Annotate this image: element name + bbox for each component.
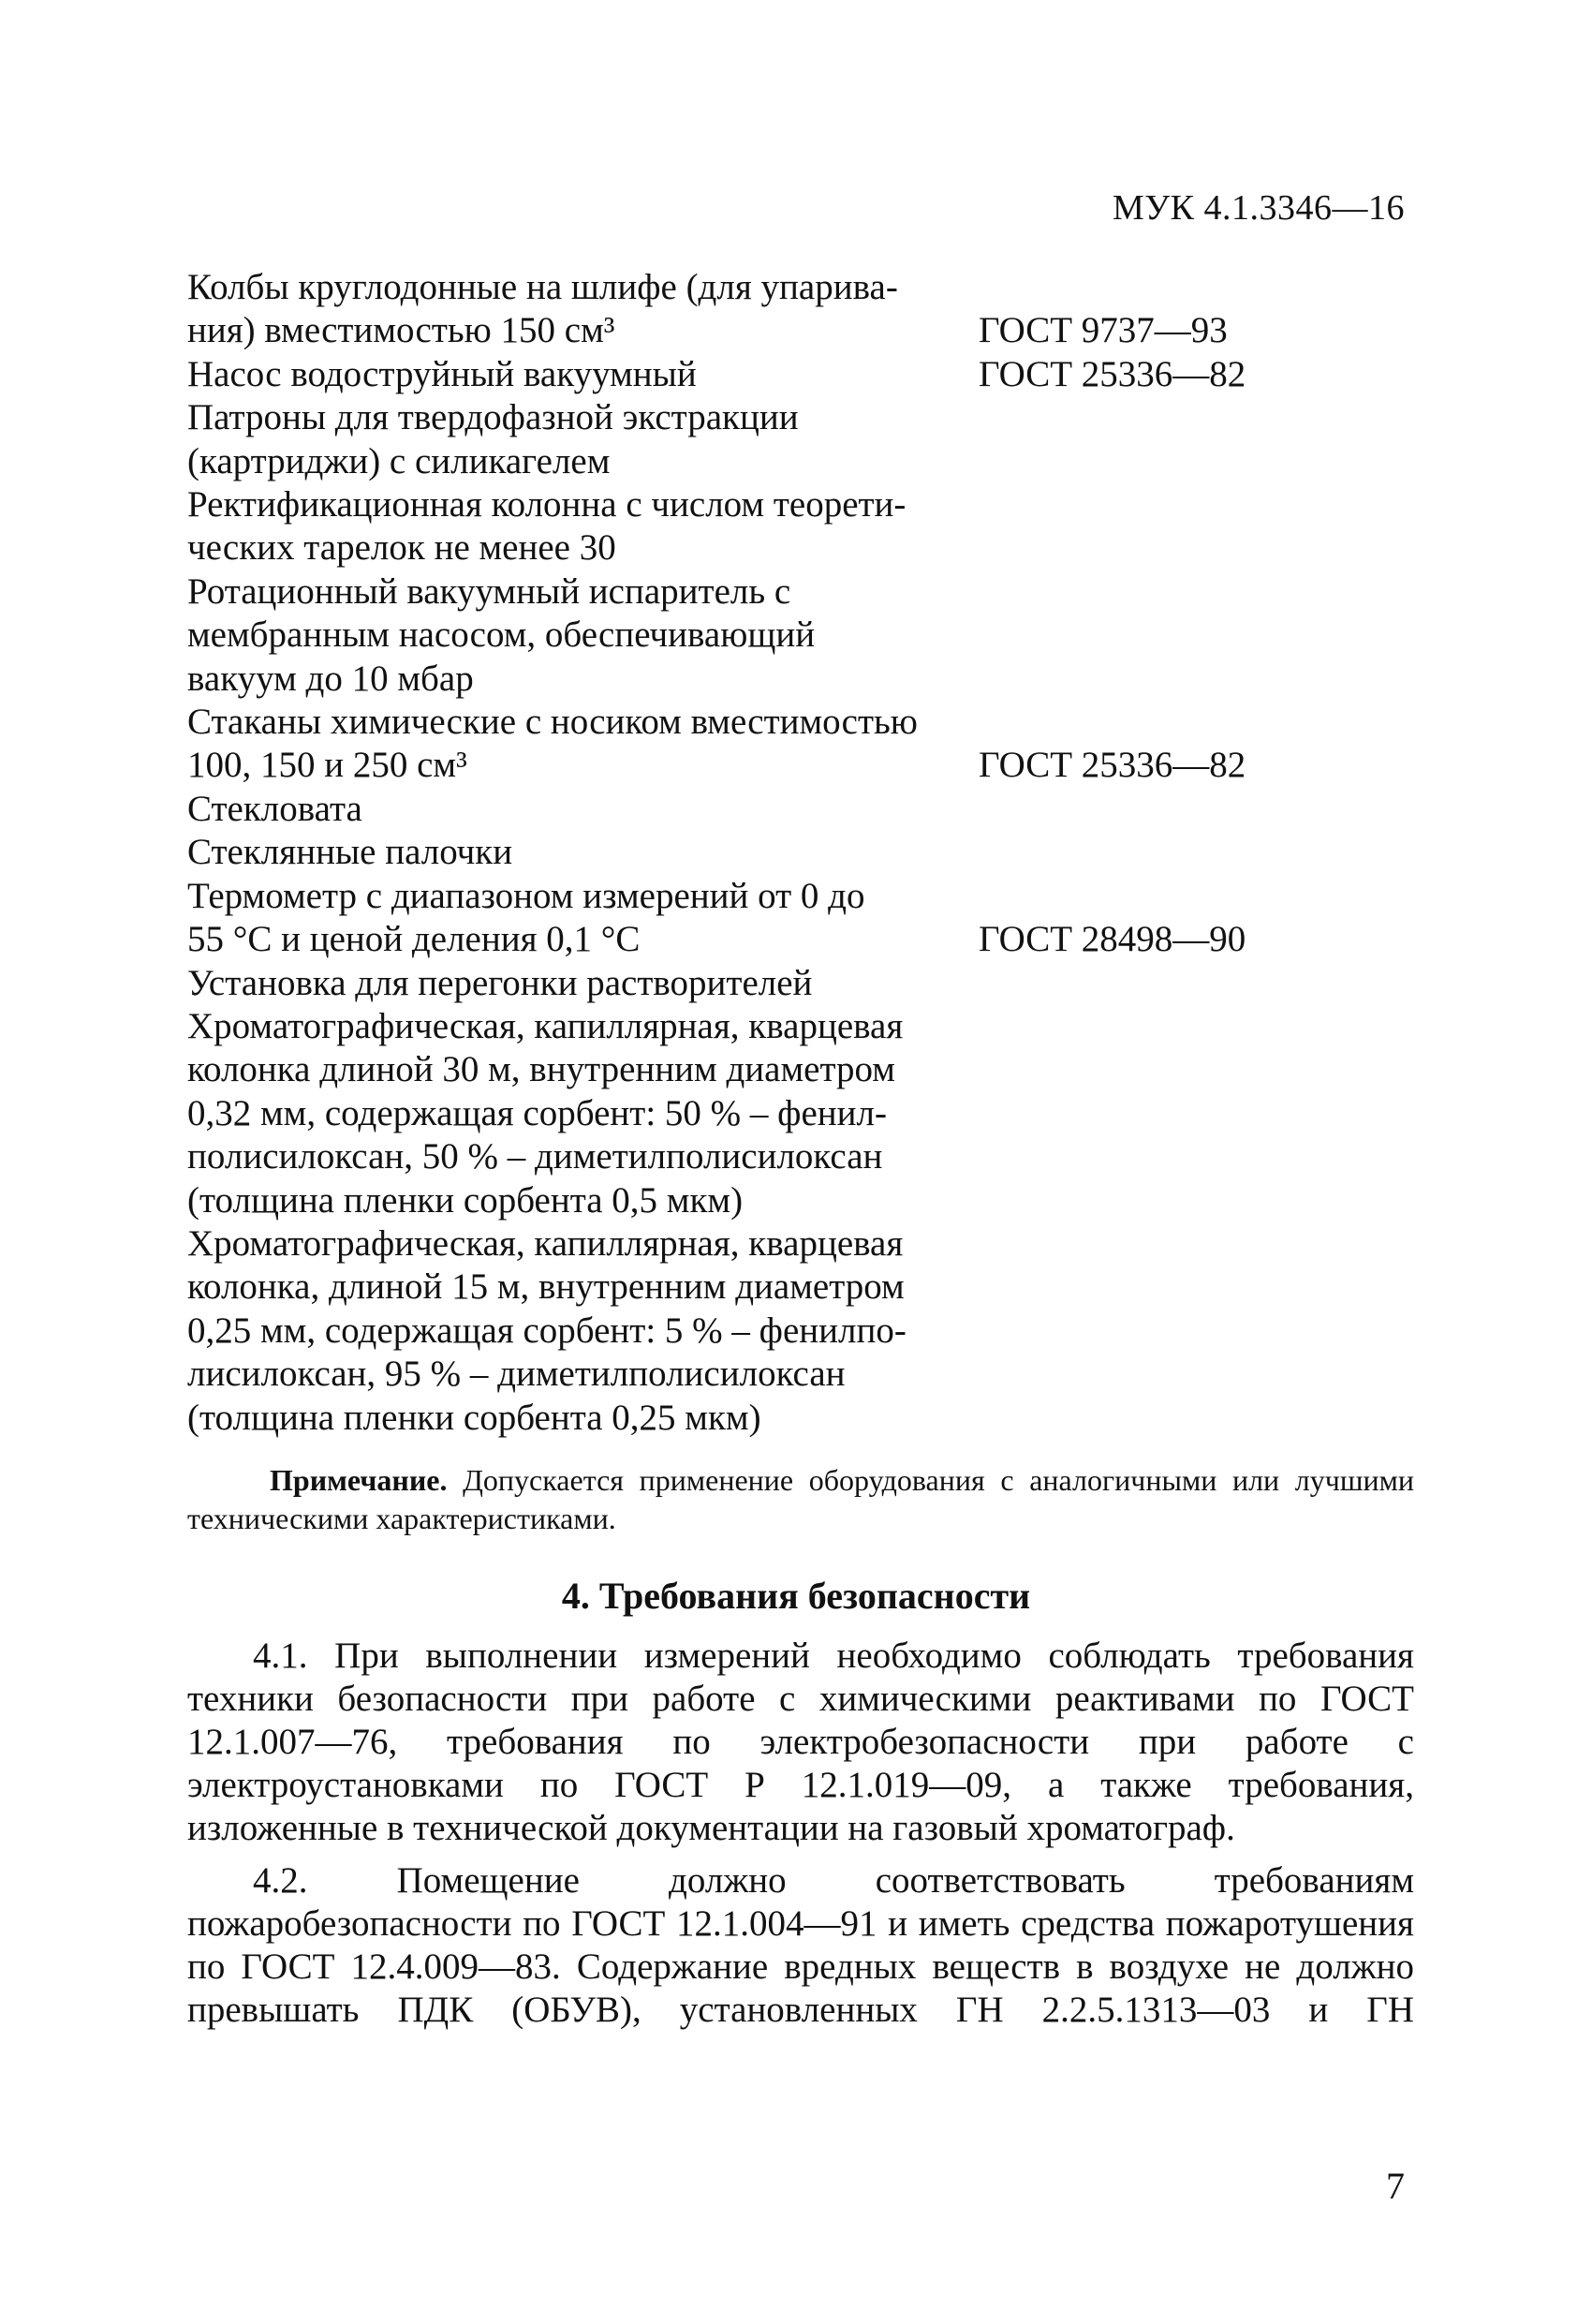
equipment-line: Патроны для твердофазной экстракции	[187, 397, 799, 438]
equipment-line: 0,32 мм, содержащая сорбент: 50 % – фенил-	[187, 1092, 887, 1133]
equipment-line: Стаканы химические с носиком вместимостью	[187, 702, 918, 743]
equipment-row	[187, 570, 1423, 701]
page-number: 7	[1386, 2165, 1405, 2207]
equipment-line: Установка для перегонки растворителей	[187, 962, 813, 1003]
equipment-line: вакуум до 10 мбар	[187, 658, 474, 699]
equipment-row	[187, 353, 1423, 396]
note-text: Допускается применение оборудования с аналогичными или лучшими техническими характеристиками.	[187, 1463, 1414, 1535]
section-body	[187, 1635, 1414, 2041]
equipment-line: (картриджи) с силикагелем	[187, 440, 611, 481]
equipment-line: 0,25 мм, содержащая сорбент: 5 % – фенилпо-	[187, 1310, 907, 1351]
equipment-line: Стекловата	[187, 788, 362, 829]
equipment-row	[187, 1222, 1423, 1440]
paragraph: 4.2. Помещение должно соответствовать требованиям пожаробезопасности по ГОСТ 12.1.004—91 и иметь средства пожаротушения по ГОСТ 12.4.009—83. Содержание вредных веществ в воздухе не должно превышать ПДК (ОБУВ), установленных ГН 2.2.5.1313—03 и ГН	[187, 1860, 1414, 2030]
note	[187, 1461, 1414, 1538]
equipment-line: ния) вместимостью 150 см³	[187, 310, 615, 351]
equipment-line: ческих тарелок не менее 30	[187, 527, 616, 569]
section-title: 4. Требования безопасности	[561, 1575, 1031, 1617]
equipment-gost: ГОСТ 25336—82	[979, 745, 1246, 786]
equipment-line: Насос водоструйный вакуумный	[187, 353, 697, 394]
equipment-line: Ректификационная колонна с числом теорети-	[187, 484, 907, 525]
document-code: МУК 4.1.3346—16	[1112, 188, 1405, 228]
equipment-row	[187, 1005, 1423, 1222]
equipment-row	[187, 875, 1423, 962]
equipment-line: Хроматографическая, капиллярная, кварцевая	[187, 1005, 904, 1046]
equipment-line: 100, 150 и 250 см³	[187, 745, 467, 786]
equipment-row	[187, 266, 1423, 353]
equipment-row	[187, 701, 1423, 788]
equipment-line: Стеклянные палочки	[187, 832, 513, 873]
paragraph: 4.1. При выполнении измерений необходимо соблюдать требования техники безопасности при работе с химическими реактивами по ГОСТ 12.1.007—76, требования по электробезопасности при работе с электроустановками по ГОСТ Р 12.1.019—09, а также требования, изложенные в технической документации на газовый хроматограф.	[187, 1636, 1414, 1848]
equipment-line: Колбы круглодонные на шлифе (для упарива-	[187, 267, 898, 307]
equipment-line: мембранным насосом, обеспечивающий	[187, 614, 816, 656]
equipment-line: (толщина пленки сорбента 0,5 мкм)	[187, 1179, 744, 1221]
equipment-line: колонка длиной 30 м, внутренним диаметром	[187, 1049, 895, 1090]
equipment-line: Термометр с диапазоном измерений от 0 до	[187, 875, 865, 916]
equipment-row	[187, 831, 1423, 874]
equipment-line: лисилоксан, 95 % – диметилполисилоксан	[187, 1354, 846, 1395]
equipment-list	[187, 266, 1423, 1440]
equipment-row	[187, 962, 1423, 1005]
equipment-line: (толщина пленки сорбента 0,25 мкм)	[187, 1397, 761, 1438]
note-label: Примечание.	[270, 1463, 448, 1497]
equipment-row	[187, 483, 1423, 570]
equipment-gost: ГОСТ 9737—93	[979, 310, 1228, 351]
equipment-line: Хроматографическая, капиллярная, кварцевая	[187, 1222, 904, 1264]
equipment-line: Ротационный вакуумный испаритель с	[187, 570, 791, 612]
equipment-gost: ГОСТ 28498—90	[979, 919, 1246, 960]
equipment-line: полисилоксан, 50 % – диметилполисилоксан	[187, 1136, 883, 1177]
equipment-gost: ГОСТ 25336—82	[979, 353, 1246, 394]
equipment-row	[187, 396, 1423, 483]
equipment-row	[187, 788, 1423, 831]
equipment-line: 55 °С и ценой деления 0,1 °С	[187, 919, 641, 960]
equipment-line: колонка, длиной 15 м, внутренним диаметром	[187, 1266, 905, 1308]
